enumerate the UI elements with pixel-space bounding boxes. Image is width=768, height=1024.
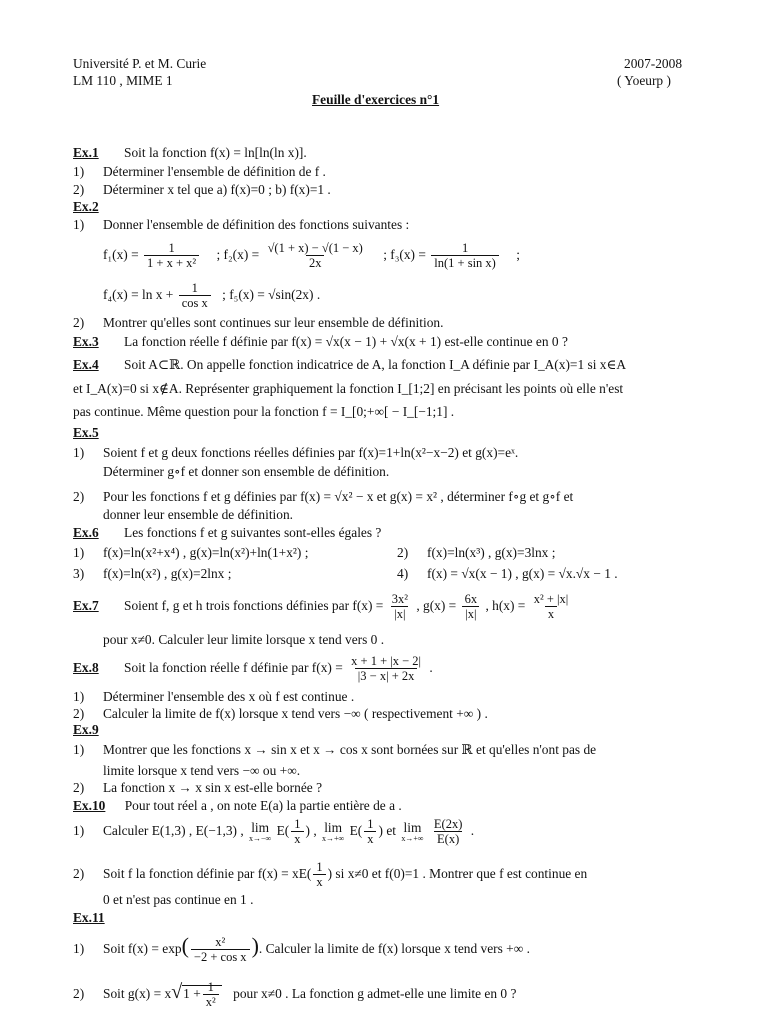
ex5-q1b: Déterminer g∘f et donner son ensemble de définition. xyxy=(103,464,390,479)
ex2-label: Ex.2 xyxy=(73,199,99,214)
sheet-title: Feuille d'exercices n°1 xyxy=(312,92,440,107)
f5-label: ; f₅(x) = √sin(2x) . xyxy=(222,287,321,302)
ex6-q4: 4) f(x) = √x(x − 1) , g(x) = √x.√x − 1 . xyxy=(397,566,618,581)
ex9-q1b: limite lorsque x tend vers −∞ ou +∞. xyxy=(103,763,301,778)
lim-minus-inf: lim x→−∞ xyxy=(249,819,272,843)
ex7-f-fraction: $\frac{\text{3x²}}{|x|}$ xyxy=(391,592,408,622)
ex4-line2: et I_A(x)=0 si x∉A. Représenter graphiquement la fonction I_[1;2] en précisant les points où elle n'est xyxy=(73,381,624,396)
f4-label: f₄(x) = ln x + xyxy=(103,287,174,302)
ex1-intro: Soit la fonction f(x) = ln[ln(ln x)]. xyxy=(124,145,307,160)
f3-fraction: $\frac{1}{\text{ln(1 + sin x)}}$ xyxy=(431,241,499,270)
ex3-statement: Ex.3 La fonction réelle f définie par f(x) = √x(x − 1) + √x(x + 1) est-elle continue en 0 ? xyxy=(73,334,568,349)
f3-label: ; f₃(x) = xyxy=(383,247,426,262)
ex5-q2b: donner leur ensemble de définition. xyxy=(103,507,294,522)
ex11-label: Ex.11 xyxy=(73,910,105,925)
academic-year: 2007-2008 xyxy=(624,56,683,71)
ex10-q2c: 0 et n'est pas continue en 1 . xyxy=(103,892,254,907)
ex7-label: Ex.7 xyxy=(73,598,99,613)
ex10-q2a: 2) Soit f la fonction définie par f(x) = xE( $\frac{1}{x}$ ) si x≠0 et f(0)=1 . Montrer que f est continue en xyxy=(73,860,588,890)
ex2-q1: 1) Donner l'ensemble de définition des fonctions suivantes : xyxy=(73,217,410,232)
ex9-q2: 2) La fonction x → x sin x est-elle bornée ? xyxy=(73,780,323,795)
f4-fraction: $\frac{1}{\text{cos x}}$ xyxy=(179,281,211,310)
ex10-label: Ex.10 xyxy=(73,798,106,813)
ex1-q2: 2) Déterminer x tel que a) f(x)=0 ; b) f(x)=1 . xyxy=(73,182,331,197)
ex2-q2: 2) Montrer qu'elles sont continues sur leur ensemble de définition. xyxy=(73,315,444,330)
ex4-label: Ex.4 xyxy=(73,357,99,372)
ex8-label: Ex.8 xyxy=(73,660,99,675)
ex6-q1: 1) f(x)=ln(x²+x⁴) , g(x)=ln(x²)+ln(1+x²) ; xyxy=(73,545,309,560)
ex11-q1: 1) Soit f(x) = exp( $\frac{\text{x²}}{\text{−2 + cos x}}$ ). Calculer la limite de f(x) lorsque x tend vers +∞ . xyxy=(73,933,530,965)
author: ( Yoeurp ) xyxy=(617,73,671,88)
ex8-q1: 1) Déterminer l'ensemble des x où f est continue . xyxy=(73,689,355,704)
ex6-q2: 2) f(x)=ln(x³) , g(x)=3lnx ; xyxy=(397,545,556,560)
ex5-label: Ex.5 xyxy=(73,425,99,440)
ex9-q1a: 1) Montrer que les fonctions x → sin x et x → cos x sont bornées sur ℝ et qu'elles n'ont pas de xyxy=(73,742,597,757)
ex8-statement: Ex.8 Soit la fonction réelle f définie par f(x) = $\frac{x + 1 + |x - 2|}{|3 - x| + 2x}$ . xyxy=(73,654,433,684)
lim-plus-inf: lim x→+∞ xyxy=(322,819,345,843)
ex5-q1a: 1) Soient f et g deux fonctions réelles définies par f(x)=1+ln(x²−x−2) et g(x)=eˣ. xyxy=(73,445,519,460)
ex10-q1: 1) Calculer E(1,3) , E(−1,3) , lim x→−∞ E( $\frac{1}{x}$ ) , lim x→+∞ E( $\frac{1}{x}$ ) et lim x→+∞ $\frac{E(2x)}{E(x)}$ . xyxy=(73,817,475,847)
ex10-intro: Ex.10 Pour tout réel a , on note E(a) la partie entière de a . xyxy=(73,798,402,813)
ex7-g-fraction: $\frac{6x}{|x|}$ xyxy=(462,592,481,621)
university-name: Université P. et M. Curie xyxy=(73,56,207,71)
ex2-functions-line1: f₁(x) = $\frac{1}{\text{1 + x + x²}}$ ; f₂(x) = $\frac{√(1 + x) - √(1 - x)}{2x}$ ; f₃(x) = $\frac{1}{\text{ln(1 + sin x)}}$ ; xyxy=(103,241,520,271)
ex7-tail: pour x≠0. Calculer leur limite lorsque x tend vers 0 . xyxy=(103,632,385,647)
lim-ratio: lim x→+∞ xyxy=(401,819,424,843)
f2-fraction: $\frac{√(1 + x) - √(1 - x)}{2x}$ xyxy=(267,241,363,271)
ex4-line1: Ex.4 Soit A⊂ℝ. On appelle fonction indicatrice de A, la fonction I_A définie par I_A(x)=1 si x∈A xyxy=(73,357,627,372)
ex6-label: Ex.6 xyxy=(73,525,99,540)
ex9-label: Ex.9 xyxy=(73,722,99,737)
ex5-q2a: 2) Pour les fonctions f et g définies par f(x) = √x² − x et g(x) = x² , déterminer f∘g et g∘f et xyxy=(73,489,574,504)
ex11-q2: 2) Soit g(x) = x√1 + $\frac{1}{\text{x²}}$ pour x≠0 . La fonction g admet-elle une limite en 0 ? xyxy=(73,980,517,1010)
ex3-label: Ex.3 xyxy=(73,334,99,349)
ex7-statement: Ex.7 Soient f, g et h trois fonctions définies par f(x) = $\frac{\text{3x²}}{|x|}$ , g(x) = $\frac{6x}{|x|}$ , h(x) = $\frac{\text{x² + |x|}}{x}$ xyxy=(73,590,573,622)
ex1-label: Ex.1 xyxy=(73,145,99,160)
ex6-intro: Ex.6 Les fonctions f et g suivantes sont-elles égales ? xyxy=(73,525,382,540)
course-code: LM 110 , MIME 1 xyxy=(73,73,173,88)
ex6-q3: 3) f(x)=ln(x²) , g(x)=2lnx ; xyxy=(73,566,232,581)
ex2-functions-line2 xyxy=(103,279,320,311)
f1-fraction: $\frac{1}{\text{1 + x + x²}}$ xyxy=(144,241,199,270)
f2-label: ; f₂(x) = xyxy=(216,247,260,262)
ex7-h-fraction: $\frac{\text{x² + |x|}}{x}$ xyxy=(533,592,569,622)
ex4-line3: pas continue. Même question pour la fonction f = I_[0;+∞[ − I_[−1;1] . xyxy=(73,404,455,419)
ex8-fraction: $\frac{x + 1 + |x - 2|}{|3 - x| + 2x}$ xyxy=(351,654,422,684)
ex1-statement xyxy=(73,145,307,161)
ex1-q1: 1) Déterminer l'ensemble de définition de f . xyxy=(73,164,326,179)
ex8-q2: 2) Calculer la limite de f(x) lorsque x tend vers −∞ ( respectivement +∞ ) . xyxy=(73,706,488,721)
f1-label: f₁(x) = xyxy=(103,247,139,262)
